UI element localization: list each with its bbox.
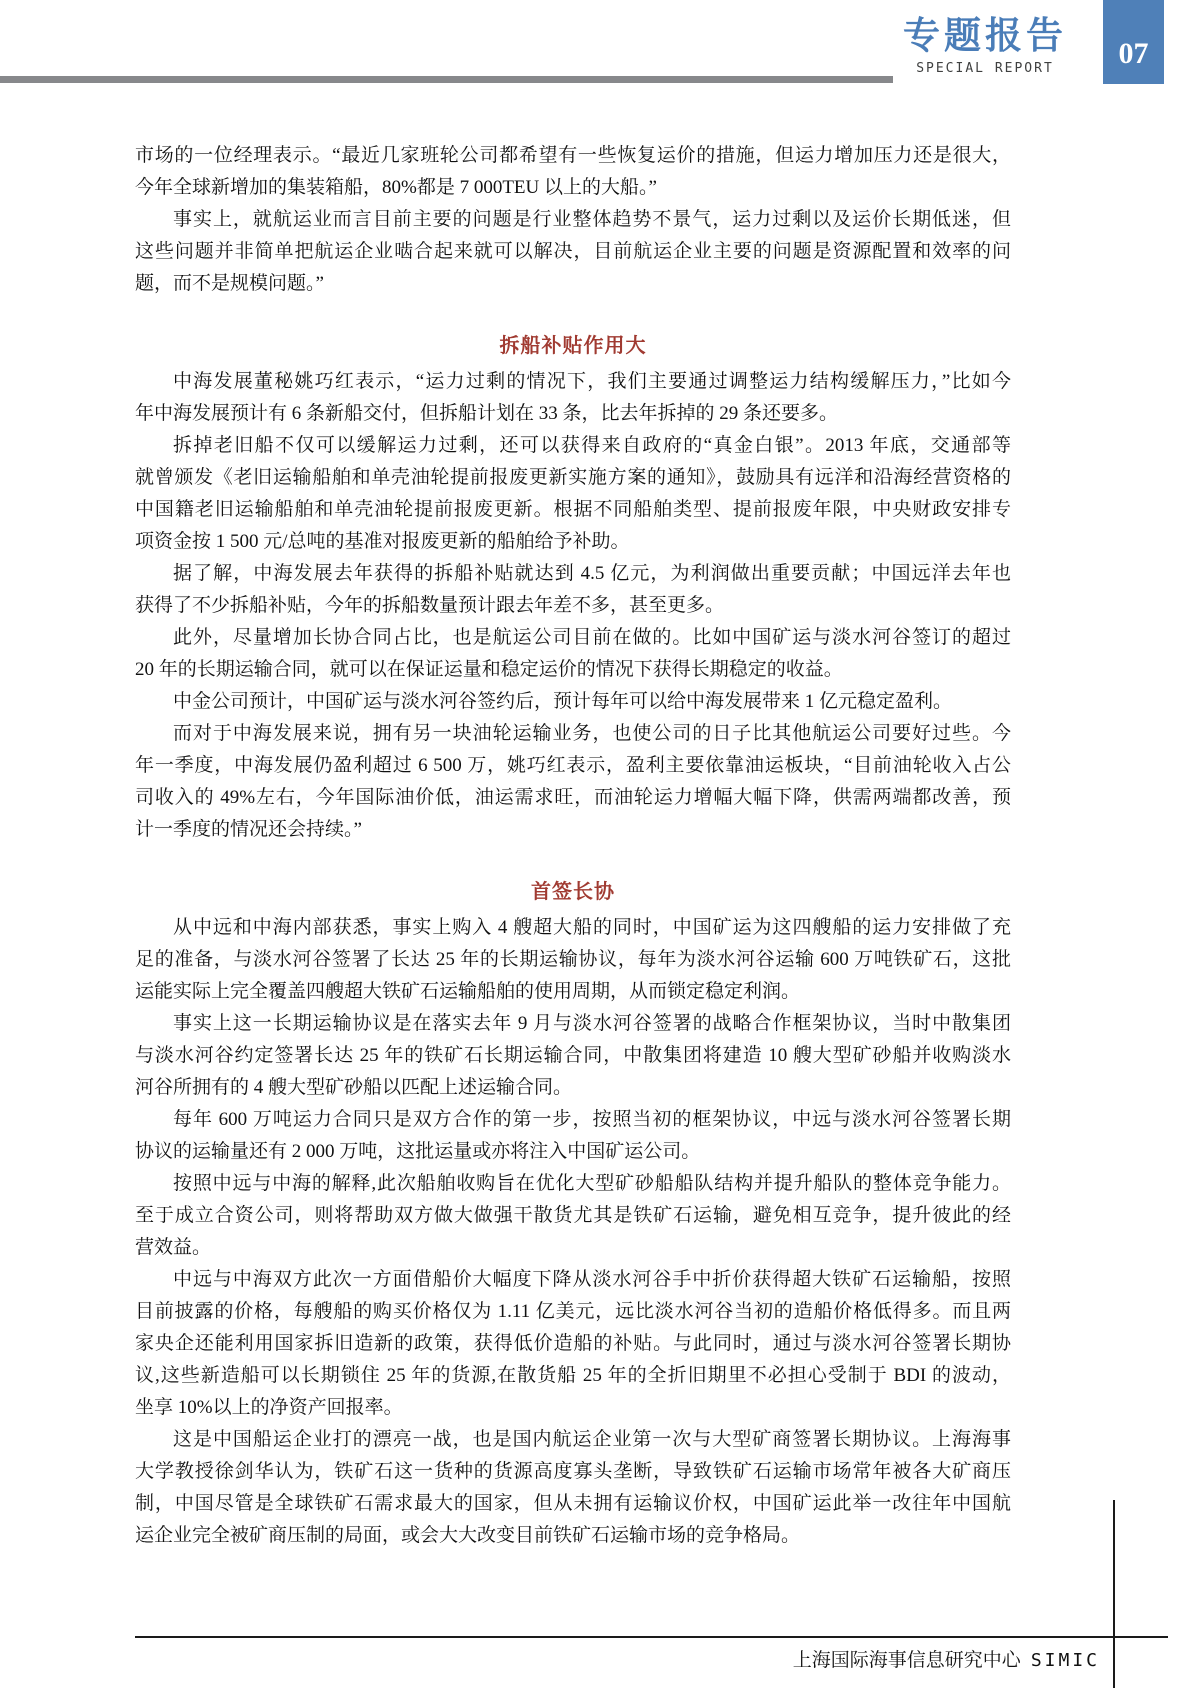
paragraph bbox=[135, 204, 1011, 300]
text-line: 足的准备，与淡水河谷签署了长达 25 年的长期运输协议，每年为淡水河谷运输 600 万吨铁矿石，这批 bbox=[135, 949, 1011, 970]
paragraph bbox=[135, 622, 1011, 686]
page-number: 07 bbox=[1118, 37, 1149, 70]
report-type-title: 专题报告 bbox=[903, 15, 1067, 56]
paragraph bbox=[135, 1168, 1011, 1264]
paragraph bbox=[135, 686, 1011, 718]
text-line: 大学教授徐剑华认为，铁矿石这一货种的货源高度寡头垄断，导致铁矿石运输市场常年被各大矿商压 bbox=[135, 1461, 1011, 1482]
text-line: 年中海发展预计有 6 条新船交付，但拆船计划在 33 条，比去年拆掉的 29 条还要多。 bbox=[135, 403, 839, 424]
text-line: 中海发展董秘姚巧红表示，“运力过剩的情况下，我们主要通过调整运力结构缓解压力，”比如今 bbox=[173, 371, 1011, 392]
text-line: 年一季度，中海发展仍盈利超过 6 500 万，姚巧红表示，盈利主要依靠油运板块，“目前油轮收入占公 bbox=[135, 755, 1011, 776]
text-line: 议,这些新造船可以长期锁住 25 年的货源,在散货船 25 年的全折旧期里不必担心受制于 BDI 的波动， bbox=[135, 1365, 1011, 1386]
text-line: 今年全球新增加的集装箱船，80%都是 7 000TEU 以上的大船。” bbox=[135, 177, 657, 198]
section-heading: 拆船补贴作用大 bbox=[499, 335, 647, 357]
paragraph bbox=[135, 718, 1011, 846]
text-line: 至于成立合资公司，则将帮助双方做大做强干散货尤其是铁矿石运输，避免相互竞争，提升彼此的经 bbox=[135, 1205, 1011, 1226]
text-line: 据了解，中海发展去年获得的拆船补贴就达到 4.5 亿元，为利润做出重要贡献；中国远洋去年也 bbox=[173, 563, 1011, 584]
text-line: 事实上，就航运业而言目前主要的问题是行业整体趋势不景气，运力过剩以及运价长期低迷，但 bbox=[173, 209, 1011, 230]
text-line: 此外，尽量增加长协合同占比，也是航运公司目前在做的。比如中国矿运与淡水河谷签订的超过 bbox=[173, 627, 1011, 648]
text-line: 与淡水河谷约定签署长达 25 年的铁矿石长期运输合同，中散集团将建造 10 艘大型矿砂船并收购淡水 bbox=[135, 1045, 1011, 1066]
paragraph bbox=[135, 1008, 1011, 1104]
text-line: 河谷所拥有的 4 艘大型矿砂船以匹配上述运输合同。 bbox=[135, 1077, 573, 1098]
report-type-subtitle: SPECIAL REPORT bbox=[916, 61, 1054, 76]
text-line: 家央企还能利用国家拆旧造新的政策，获得低价造船的补贴。与此同时，通过与淡水河谷签署长期协 bbox=[135, 1333, 1011, 1354]
text-line: 而对于中海发展来说，拥有另一块油轮运输业务，也使公司的日子比其他航运公司要好过些。今 bbox=[173, 723, 1011, 744]
text-line: 营效益。 bbox=[135, 1237, 212, 1258]
paragraph bbox=[135, 140, 1011, 204]
text-line: 运企业完全被矿商压制的局面，或会大大改变目前铁矿石运输市场的竞争格局。 bbox=[135, 1525, 801, 1546]
paragraph bbox=[135, 430, 1011, 558]
paragraph bbox=[135, 1424, 1011, 1552]
paragraph bbox=[135, 1104, 1011, 1168]
footer-org-name: 上海国际海事信息研究中心 bbox=[792, 1650, 1021, 1671]
text-line: 运能实际上完全覆盖四艘超大铁矿石运输船舶的使用周期，从而锁定稳定利润。 bbox=[135, 981, 801, 1002]
footer-org-abbr: SIMIC bbox=[1030, 1650, 1100, 1671]
text-line: 协议的运输量还有 2 000 万吨，这批运量或亦将注入中国矿运公司。 bbox=[135, 1141, 701, 1162]
text-line: 事实上这一长期运输协议是在落实去年 9 月与淡水河谷签署的战略合作框架协议，当时中散集团 bbox=[173, 1013, 1011, 1034]
text-line: 项资金按 1 500 元/总吨的基准对报废更新的船舶给予补助。 bbox=[135, 531, 630, 552]
text-line: 从中远和中海内部获悉，事实上购入 4 艘超大船的同时，中国矿运为这四艘船的运力安排做了充 bbox=[173, 917, 1011, 938]
text-line: 20 年的长期运输合同，就可以在保证运量和稳定运价的情况下获得长期稳定的收益。 bbox=[135, 659, 843, 680]
text-line: 市场的一位经理表示。“最近几家班轮公司都希望有一些恢复运价的措施，但运力增加压力还是很大， bbox=[135, 145, 1011, 166]
paragraph bbox=[135, 1264, 1011, 1424]
text-line: 司收入的 49%左右，今年国际油价低，油运需求旺，而油轮运力增幅大幅下降，供需两端都改善，预 bbox=[135, 787, 1011, 808]
footer-text bbox=[793, 1645, 1100, 1672]
text-line: 这些问题并非简单把航运企业啮合起来就可以解决，目前航运企业主要的问题是资源配置和效率的问 bbox=[135, 241, 1011, 262]
paragraph bbox=[135, 558, 1011, 622]
text-line: 计一季度的情况还会持续。” bbox=[135, 819, 362, 840]
text-line: 目前披露的价格，每艘船的购买价格仅为 1.11 亿美元，远比淡水河谷当初的造船价格低得多。而且两 bbox=[135, 1301, 1011, 1322]
text-line: 题，而不是规模问题。” bbox=[135, 273, 324, 294]
paragraph bbox=[135, 366, 1011, 430]
text-line: 中国籍老旧运输船舶和单壳油轮提前报废更新。根据不同船舶类型、提前报废年限，中央财政安排专 bbox=[135, 499, 1011, 520]
report-type-header bbox=[903, 14, 1067, 76]
paragraph bbox=[135, 912, 1011, 1008]
text-line: 就曾颁发《老旧运输船舶和单壳油轮提前报废更新实施方案的通知》，鼓励具有远洋和沿海经营资格的 bbox=[135, 467, 1011, 488]
footer-rule bbox=[135, 1636, 1168, 1638]
text-line: 获得了不少拆船补贴，今年的拆船数量预计跟去年差不多，甚至更多。 bbox=[135, 595, 725, 616]
article-body bbox=[135, 140, 1011, 1552]
text-line: 坐享 10%以上的净资产回报率。 bbox=[135, 1397, 403, 1418]
text-line: 拆掉老旧船不仅可以缓解运力过剩，还可以获得来自政府的“真金白银”。2013 年底，交通部等 bbox=[173, 435, 1011, 456]
text-line: 每年 600 万吨运力合同只是双方合作的第一步，按照当初的框架协议，中远与淡水河谷签署长期 bbox=[173, 1109, 1011, 1130]
header-rule bbox=[0, 76, 893, 83]
vertical-rule bbox=[1113, 1500, 1115, 1688]
text-line: 按照中远与中海的解释,此次船舶收购旨在优化大型矿砂船船队结构并提升船队的整体竞争能力。 bbox=[173, 1173, 1011, 1194]
text-line: 这是中国船运企业打的漂亮一战，也是国内航运企业第一次与大型矿商签署长期协议。上海海事 bbox=[173, 1429, 1011, 1450]
section-heading: 首签长协 bbox=[531, 881, 615, 903]
text-line: 中金公司预计，中国矿运与淡水河谷签约后，预计每年可以给中海发展带来 1 亿元稳定盈利。 bbox=[173, 691, 953, 712]
page-number-badge bbox=[1103, 0, 1164, 84]
text-line: 中远与中海双方此次一方面借船价大幅度下降从淡水河谷手中折价获得超大铁矿石运输船，按照 bbox=[173, 1269, 1011, 1290]
text-line: 制，中国尽管是全球铁矿石需求最大的国家，但从未拥有运输议价权，中国矿运此举一改往年中国航 bbox=[135, 1493, 1011, 1514]
